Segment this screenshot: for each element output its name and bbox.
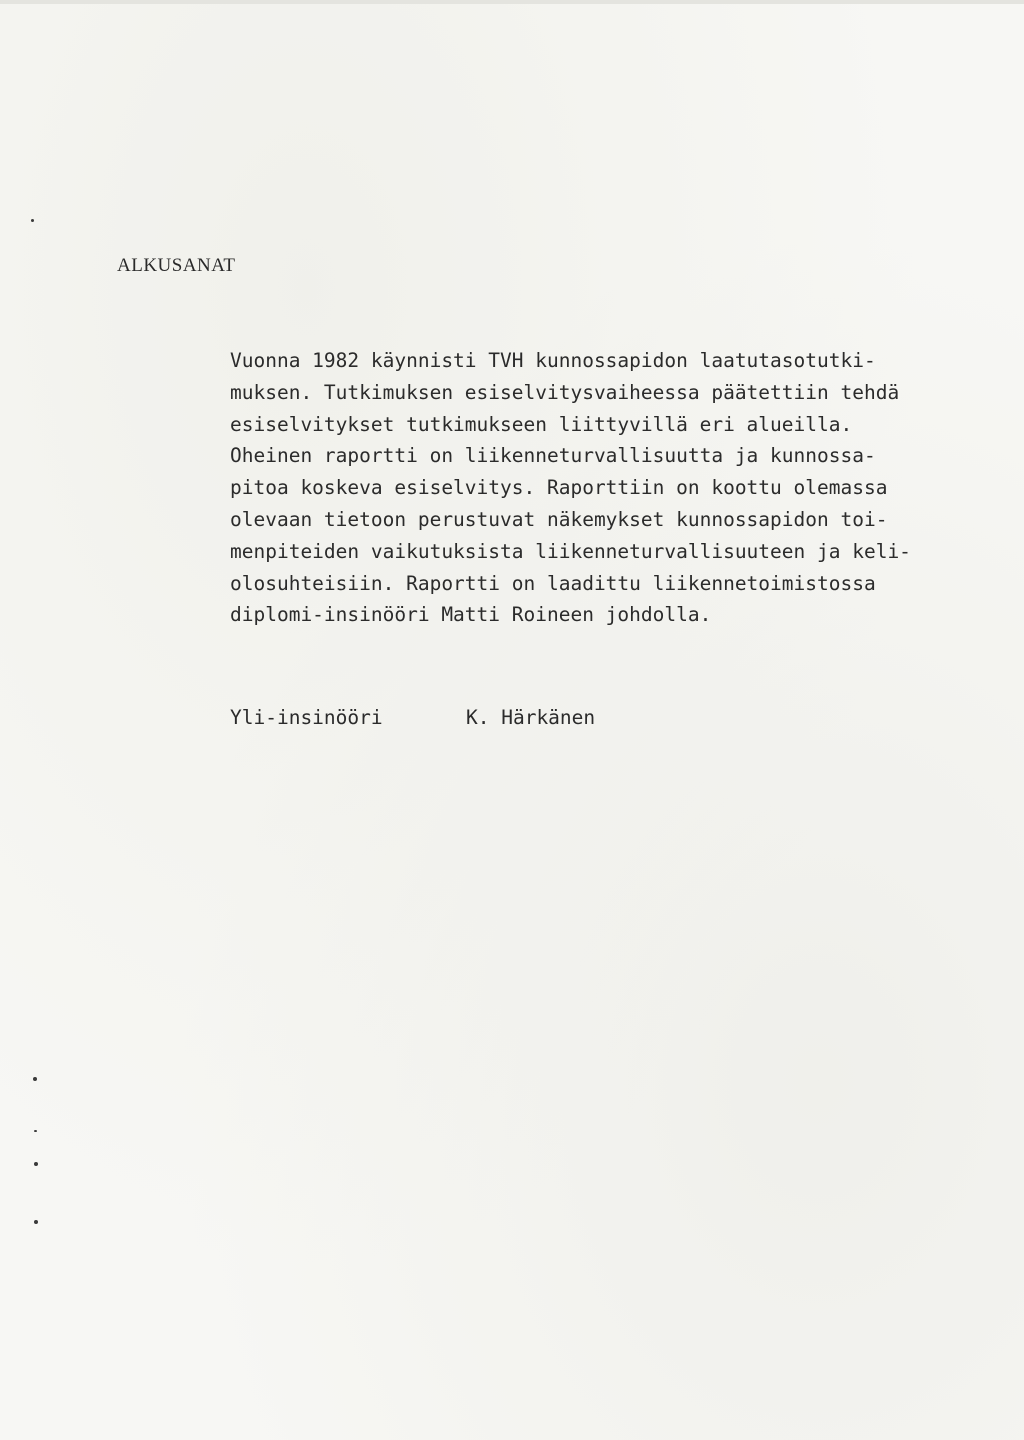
- body-line: olosuhteisiin. Raportti on laadittu liikennetoimistossa: [230, 571, 876, 595]
- page-top-edge: [0, 0, 1024, 4]
- scan-speck: [34, 1130, 37, 1132]
- signature-title: Yli-insinööri: [230, 706, 383, 729]
- scan-speck: [33, 1077, 37, 1081]
- body-line: Oheinen raportti on liikenneturvallisuutta ja kunnossa-: [230, 444, 876, 468]
- scan-speck: [34, 1162, 38, 1166]
- scan-speck: [31, 219, 34, 222]
- body-line: diplomi-insinööri Matti Roineen johdolla.: [230, 603, 712, 627]
- signature-name: K. Härkänen: [466, 706, 596, 729]
- body-line: Vuonna 1982 käynnisti TVH kunnossapidon laatutasotutki-: [230, 349, 876, 372]
- body-line: pitoa koskeva esiselvitys. Raporttiin on koottu olemassa: [230, 476, 888, 500]
- body-line: menpiteiden vaikutuksista liikenneturvallisuuteen ja keli-: [230, 539, 911, 563]
- body-line: esiselvitykset tutkimukseen liittyvillä eri alueilla.: [230, 412, 853, 436]
- body-line: olevaan tietoon perustuvat näkemykset kunnossapidon toi-: [230, 507, 888, 531]
- scan-speck: [34, 1220, 38, 1224]
- page-heading: ALKUSANAT: [117, 255, 236, 276]
- body-line: muksen. Tutkimuksen esiselvitysvaiheessa päätettiin tehdä: [230, 380, 900, 404]
- body-paragraph: [230, 345, 1010, 631]
